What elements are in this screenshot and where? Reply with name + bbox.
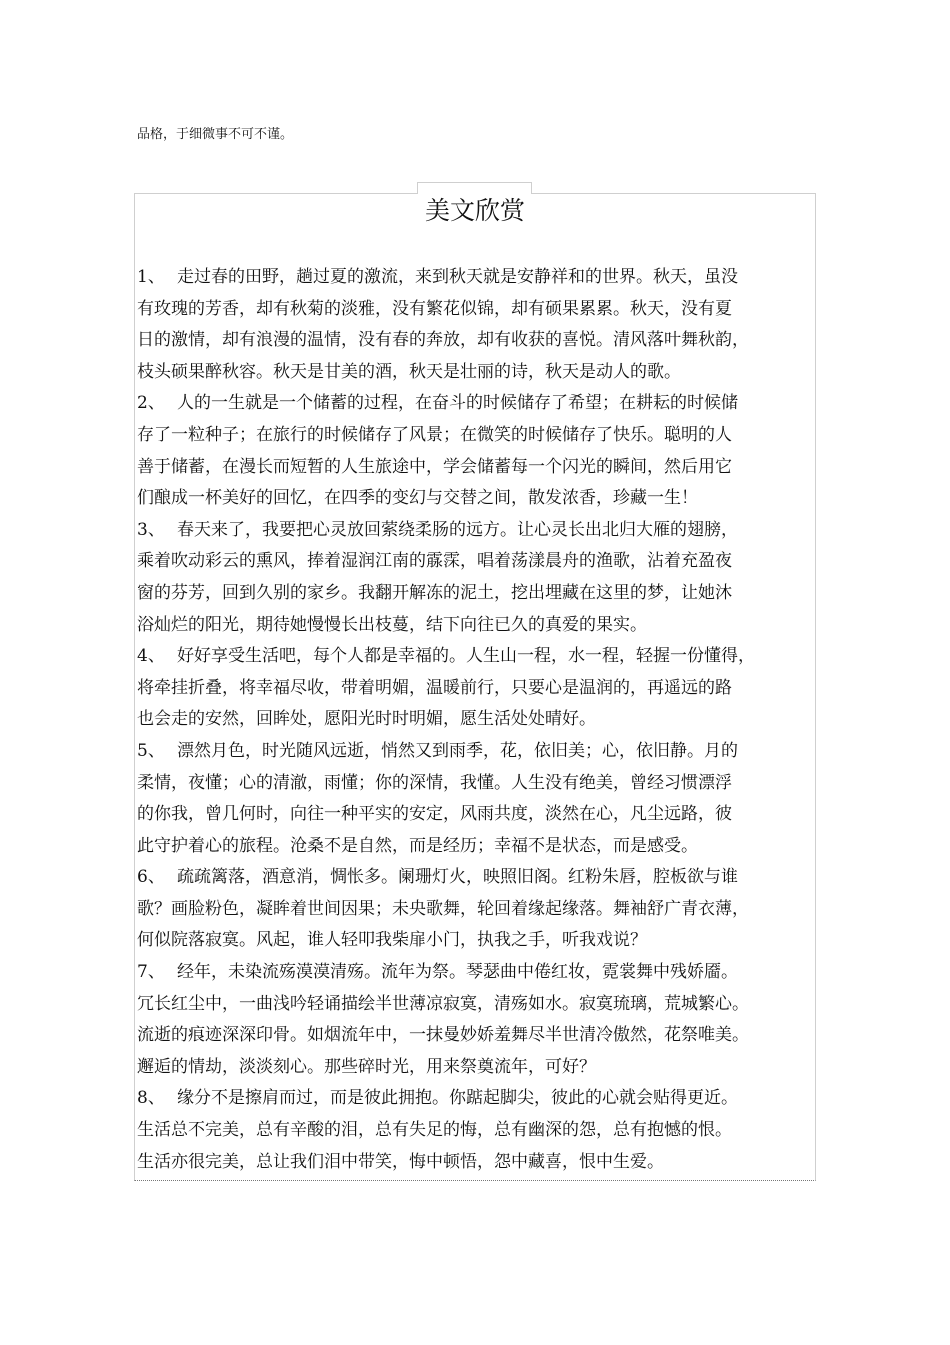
paragraph-text: 枝头硕果醉秋容。秋天是甘美的酒，秋天是壮丽的诗，秋天是动人的歌。 <box>137 361 681 382</box>
paragraph-number: 1、 <box>137 267 165 287</box>
paragraph-line <box>137 768 777 800</box>
paragraph-text: 柔情，夜懂；心的清澈，雨懂；你的深情，我懂。人生没有绝美，曾经习惯漂浮 <box>137 772 732 793</box>
paragraph-text: 好好享受生活吧，每个人都是幸福的。人生山一程，水一程，轻握一份懂得， <box>177 646 755 667</box>
paragraph-line <box>137 515 777 547</box>
paragraph-text: 缘分不是擦肩而过，而是彼此拥抱。你踮起脚尖，彼此的心就会贴得更近。 <box>177 1088 738 1109</box>
paragraph-text: 的你我，曾几何时，向往一种平实的安定，风雨共度，淡然在心，凡尘远路，彼 <box>137 804 732 825</box>
paragraph-text: 浴灿烂的阳光，期待她慢慢长出枝蔓，结下向往已久的真爱的果实。 <box>137 614 647 635</box>
paragraph-text: 流逝的痕迹深深印骨。如烟流年中，一抹曼妙娇羞舞尽半世清冷傲然，花祭唯美。 <box>137 1025 749 1046</box>
paragraph-line <box>137 925 777 957</box>
paragraph-text: 春天来了，我要把心灵放回萦绕柔肠的远方。让心灵长出北归大雁的翅膀， <box>177 519 738 540</box>
paragraph-line <box>137 610 777 642</box>
paragraph-text: 漂然月色，时光随风远逝，悄然又到雨季，花，依旧美；心，依旧静。月的 <box>177 740 738 761</box>
previous-page-tail-text: 品格，于细微事不可不谨。 <box>137 127 294 142</box>
paragraph-text: 何似院落寂寞。风起，谁人轻叩我柴扉小门，执我之手，听我戏说？ <box>137 930 647 951</box>
paragraph-number: 8、 <box>137 1088 165 1109</box>
essay-list <box>137 262 777 1178</box>
paragraph-line <box>137 736 777 768</box>
paragraph-line <box>137 957 777 989</box>
paragraph-text: 疏疏篱落，酒意消，惆怅多。阑珊灯火，映照旧阁。红粉朱唇，腔板欲与谁 <box>177 867 738 888</box>
paragraph-text: 也会走的安然，回眸处，愿阳光时时明媚，愿生活处处晴好。 <box>137 709 596 730</box>
paragraph-number: 4、 <box>137 646 165 667</box>
paragraph-number: 5、 <box>137 740 165 761</box>
paragraph-line <box>137 546 777 578</box>
paragraph-text: 生活亦很完美，总让我们泪中带笑，悔中顿悟，怨中藏喜，恨中生爱。 <box>137 1151 664 1172</box>
paragraph-line <box>137 831 777 863</box>
paragraph-text: 歌？画脸粉色，凝眸着世间因果；未央歌舞，轮回着缘起缘落。舞袖舒广青衣薄， <box>137 898 749 919</box>
paragraph-line <box>137 1147 777 1179</box>
paragraph-line <box>137 1115 777 1147</box>
paragraph-line <box>137 1020 777 1052</box>
paragraph-text: 日的激情，却有浪漫的温情，没有春的奔放，却有收获的喜悦。清风落叶舞秋韵， <box>137 330 749 351</box>
paragraph-line <box>137 420 777 452</box>
paragraph-line <box>137 641 777 673</box>
paragraph-line <box>137 452 777 484</box>
paragraph-text: 善于储蓄，在漫长而短暂的人生旅途中，学会储蓄每一个闪光的瞬间，然后用它 <box>137 456 732 477</box>
paragraph-text: 将牵挂折叠，将幸福尽收，带着明媚，温暖前行，只要心是温润的，再遥远的路 <box>137 677 732 698</box>
paragraph-text: 存了一粒种子；在旅行的时候储存了风景；在微笑的时候储存了快乐。聪明的人 <box>137 424 732 445</box>
paragraph-text: 经年，未染流殇漠漠清殇。流年为祭。琴瑟曲中倦红妆，霓裳舞中残娇靥。 <box>177 962 738 983</box>
paragraph-line <box>137 704 777 736</box>
paragraph-line <box>137 1083 777 1115</box>
paragraph-line <box>137 357 777 389</box>
paragraph-line <box>137 1052 777 1084</box>
paragraph-number: 7、 <box>137 962 165 983</box>
paragraph-line <box>137 799 777 831</box>
paragraph-text: 有玫瑰的芳香，却有秋菊的淡雅，没有繁花似锦，却有硕果累累。秋天，没有夏 <box>137 298 732 319</box>
paragraph-text: 此守护着心的旅程。沧桑不是自然，而是经历；幸福不是状态，而是感受。 <box>137 835 698 856</box>
paragraph-line <box>137 673 777 705</box>
paragraph-line <box>137 294 777 326</box>
paragraph-line <box>137 989 777 1021</box>
paragraph-line <box>137 894 777 926</box>
section-title: 美文欣赏 <box>424 196 525 225</box>
paragraph-number: 3、 <box>137 519 165 540</box>
paragraph-text: 人的一生就是一个储蓄的过程，在奋斗的时候储存了希望；在耕耘的时候储 <box>177 393 738 414</box>
paragraph-line <box>137 262 777 294</box>
paragraph-line <box>137 325 777 357</box>
paragraph-line <box>137 483 777 515</box>
paragraph-number: 2、 <box>137 393 165 414</box>
paragraph-text: 走过春的田野，趟过夏的激流，来到秋天就是安静祥和的世界。秋天，虽没 <box>177 267 738 287</box>
paragraph-text: 窗的芬芳，回到久别的家乡。我翻开解冻的泥土，挖出埋藏在这里的梦，让她沐 <box>137 582 732 603</box>
paragraph-text: 冗长红尘中，一曲浅吟轻诵描绘半世薄凉寂寞，清殇如水。寂寞琉璃，荒城繁心。 <box>137 993 749 1014</box>
paragraph-line <box>137 578 777 610</box>
paragraph-line <box>137 388 777 420</box>
paragraph-text: 邂逅的情劫，淡淡刻心。那些碎时光，用来祭奠流年，可好？ <box>137 1056 596 1077</box>
paragraph-text: 乘着吹动彩云的熏风，捧着湿润江南的霡霂，唱着荡漾晨舟的渔歌，沾着充盈夜 <box>137 551 732 572</box>
paragraph-text: 生活总不完美，总有辛酸的泪，总有失足的悔，总有幽深的怨，总有抱憾的恨。 <box>137 1120 732 1141</box>
paragraph-text: 们酿成一杯美好的回忆，在四季的变幻与交替之间，散发浓香，珍藏一生！ <box>137 488 698 509</box>
paragraph-number: 6、 <box>137 867 165 888</box>
paragraph-line <box>137 862 777 894</box>
